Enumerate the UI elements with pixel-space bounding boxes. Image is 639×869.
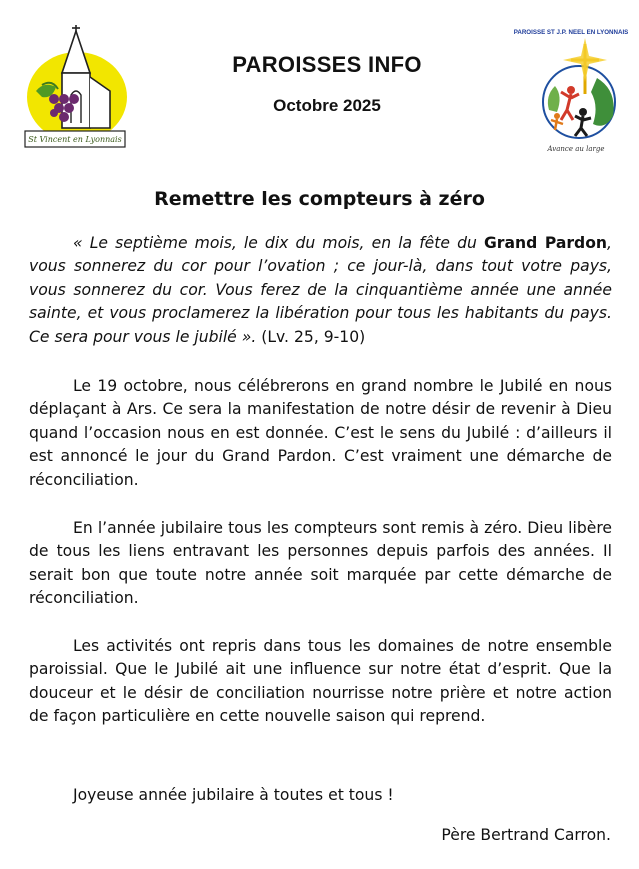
left-logo-caption: St Vincent en Lyonnais <box>28 135 122 144</box>
scripture-quote <box>29 232 612 349</box>
paragraph: Les activités ont repris dans tous les domaines de notre ensemble paroissial. Que le Jubilé ait une influence sur notre état d’esprit. Que la douceur et le désir de conciliation nourrisse notre prière et notre action de façon particulière en cette nouvelle saison qui reprend. <box>29 637 612 726</box>
parish-logo-right <box>513 20 629 158</box>
globe-cross-people-icon <box>543 38 615 138</box>
paragraph: En l’année jubilaire tous les compteurs sont remis à zéro. Dieu libère de tous les liens entravant les personnes depuis parfois des années. Il serait bon que toute notre année soit marquée par cette démarche de réconciliation. <box>29 519 612 608</box>
signature: Père Bertrand Carron. <box>441 826 611 844</box>
parish-logo-left <box>22 25 128 149</box>
quote-text-end: , vous sonnerez du cor pour l’ovation ; ce jour-là, dans tout votre pays, vous sonnerez du cor. Vous ferez de la cinquantième année une année sainte, et vous proclamerez la libération pour tous les habitants du pays. Ce sera pour vous le jubilé ». <box>29 234 612 346</box>
church-grapes-icon <box>27 25 127 142</box>
quote-emphasis: Grand Pardon <box>483 234 608 252</box>
paragraph: Le 19 octobre, nous célébrerons en grand nombre le Jubilé en nous déplaçant à Ars. Ce sera la manifestation de notre désir de revenir à Dieu quand l’occasion nous en est donnée. C’est le sens du Jubilé : d’ailleurs il est annoncé le jour du Grand Pardon. C’est vraiment une démarche de réconciliation. <box>29 377 612 489</box>
page-subtitle: Octobre 2025 <box>273 96 381 115</box>
closing-wish: Joyeuse année jubilaire à toutes et tous ! <box>73 786 394 804</box>
right-logo-motto: Avance au large <box>547 145 605 153</box>
right-logo-top-text: PAROISSE ST J.P. NEEL EN LYONNAIS <box>513 29 629 36</box>
page-title: PAROISSES INFO <box>232 52 422 77</box>
quote-reference: (Lv. 25, 9-10) <box>256 327 366 346</box>
article-heading: Remettre les compteurs à zéro <box>154 188 485 210</box>
quote-text-start: « Le septième mois, le dix du mois, en la fête du <box>73 234 484 252</box>
